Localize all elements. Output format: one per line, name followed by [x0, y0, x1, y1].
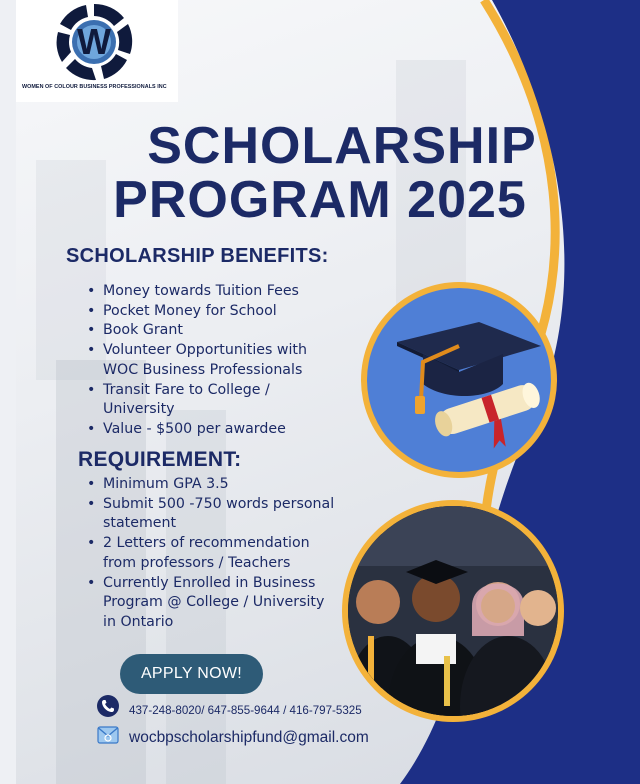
- title-line-2: PROGRAM 2025: [113, 171, 527, 229]
- list-item: • Transit Fare to College / University: [84, 381, 344, 420]
- logo-card: [16, 0, 178, 102]
- title-line-1: SCHOLARSHIP: [147, 117, 537, 175]
- list-item: • Submit 500 -750 words personal statement: [84, 495, 344, 534]
- list-item: • Currently Enrolled in Business Program @ College / University in Ontario: [84, 574, 344, 633]
- email-icon: [97, 726, 119, 744]
- cap-circle-background: [367, 288, 551, 472]
- phone-icon: [97, 695, 119, 717]
- list-item: • Value - $500 per awardee: [84, 420, 344, 440]
- apply-now-button[interactable]: APPLY NOW!: [120, 654, 263, 694]
- organization-name: WOMEN OF COLOUR BUSINESS PROFESSIONALS INC: [22, 84, 167, 90]
- graduates-photo: [348, 506, 558, 716]
- logo-letter: W: [77, 21, 111, 62]
- list-item: • Book Grant: [84, 321, 344, 341]
- requirement-list: [84, 475, 344, 633]
- graduates-photo-badge: [342, 500, 564, 722]
- email-address[interactable]: wocbpscholarshipfund@gmail.com: [129, 729, 369, 746]
- requirement-heading: REQUIREMENT:: [78, 448, 242, 471]
- list-item: • Minimum GPA 3.5: [84, 475, 344, 495]
- graduates-illustration: [348, 506, 558, 716]
- list-item: • Pocket Money for School: [84, 302, 344, 322]
- list-item: • Money towards Tuition Fees: [84, 282, 344, 302]
- list-item: • 2 Letters of recommendation from professors / Teachers: [84, 534, 344, 573]
- diploma-scroll-icon: [427, 358, 551, 458]
- benefits-heading: SCHOLARSHIP BENEFITS:: [66, 245, 329, 267]
- benefits-list: [84, 282, 344, 440]
- graduation-cap-badge: [361, 282, 557, 478]
- phone-numbers: 437-248-8020/ 647-855-9644 / 416-797-5325: [129, 704, 362, 717]
- list-item: • Volunteer Opportunities with WOC Business Professionals: [84, 341, 344, 380]
